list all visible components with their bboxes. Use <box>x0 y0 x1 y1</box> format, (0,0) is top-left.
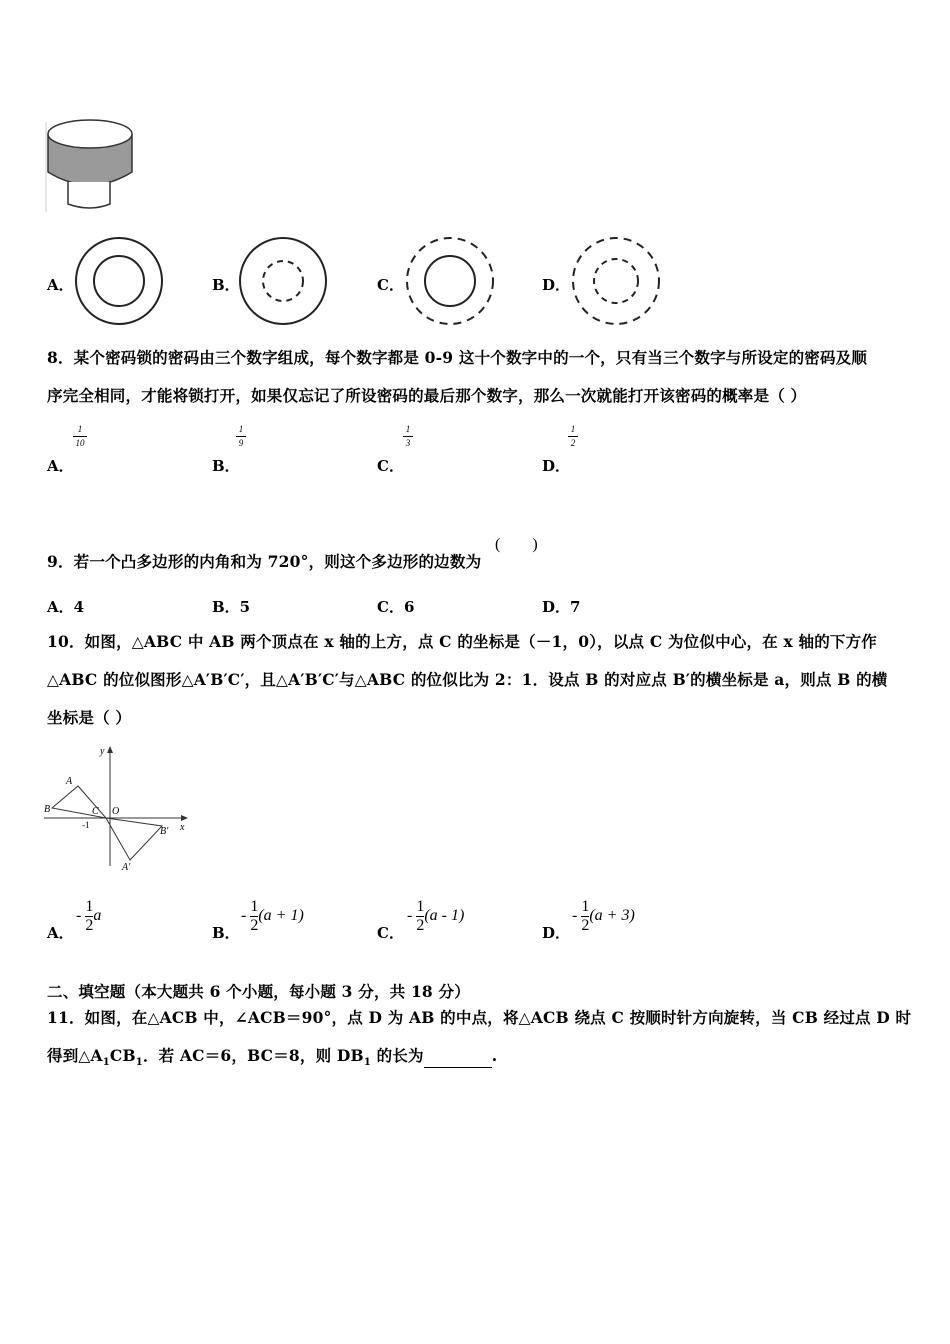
q7-option-c-figure <box>403 234 497 328</box>
q9-question: 9．若一个凸多边形的内角和为 720°，则这个多边形的边数为 <box>47 552 482 571</box>
q9-option-b: B．5 <box>212 598 251 616</box>
q10-option-a-label: A． <box>47 924 74 942</box>
q8-option-c-label: C． <box>377 457 404 475</box>
figure-label-o: O <box>112 806 120 817</box>
section-2-heading: 二、填空题（本大题共 6 个小题，每小题 3 分，共 18 分） <box>47 982 470 1001</box>
q7-option-b-figure <box>236 234 330 328</box>
figure-label-b-prime: B′ <box>160 826 169 837</box>
q10-option-b-label: B． <box>212 924 240 942</box>
figure-label-c: C <box>92 806 99 817</box>
q10-option-b-expression: - $\frac{1}{2}$ (a + 1) <box>241 898 304 934</box>
q8-option-d-fraction: 1 2 <box>568 424 578 449</box>
q11-line-2: 得到$\triangle A_1CB_1$．若 AC＝6，BC＝8，则 $DB_1$ 的长为 . <box>47 1046 498 1069</box>
figure-label-minus1: -1 <box>82 820 90 830</box>
q8-option-a-label: A． <box>47 457 74 475</box>
q10-option-d-expression: - $\frac{1}{2}$ (a + 3) <box>572 898 635 934</box>
q11-answer-blank[interactable] <box>424 1053 492 1068</box>
q8-option-b-label: B． <box>212 457 240 475</box>
q10-line-1: 10．如图，△ABC 中 AB 两个顶点在 x 轴的上方，点 C 的坐标是（－1，0），以点 C 为位似中心，在 x 轴的下方作 <box>47 632 878 651</box>
figure-x-label: x <box>180 822 185 833</box>
q8-option-c-fraction: 1 3 <box>403 424 413 449</box>
q10-option-c-label: C． <box>377 924 404 942</box>
q9-option-c: C．6 <box>377 598 415 616</box>
q10-line-3: 坐标是（ ） <box>47 708 132 727</box>
q7-option-a-label: A． <box>47 276 74 294</box>
q7-option-a-figure <box>72 234 166 328</box>
q8-option-b-fraction: 1 9 <box>236 424 246 449</box>
q9-option-d: D．7 <box>542 598 581 616</box>
q7-option-d-figure <box>569 234 663 328</box>
q8-line-1: 8．某个密码锁的密码由三个数字组成，每个数字都是 0-9 这十个数字中的一个，只有当三个数字与所设定的密码及顺 <box>47 348 868 367</box>
q7-option-b-label: B． <box>212 276 240 294</box>
q9-option-a: A．4 <box>47 598 85 616</box>
figure-label-b: B <box>44 804 51 815</box>
q10-option-a-expression: - $\frac{1}{2}$ a <box>76 898 102 934</box>
q7-option-d-label: D． <box>542 276 571 294</box>
q7-option-c-label: C． <box>377 276 404 294</box>
q9-answer-paren: ( ) <box>495 536 538 553</box>
q10-line-2: △ABC 的位似图形△A′B′C′，且△A′B′C′与△ABC 的位似比为 2：1．设点 B 的对应点 B′的横坐标是 a，则点 B 的横 <box>47 670 888 689</box>
q8-line-2: 序完全相同，才能将锁打开，如果仅忘记了所设密码的最后那个数字，那么一次就能打开该密码的概率是（ ） <box>47 386 807 405</box>
figure-y-label: y <box>100 746 105 757</box>
q10-option-d-label: D． <box>542 924 571 942</box>
q10-option-c-expression: - $\frac{1}{2}$ (a - 1) <box>407 898 465 934</box>
q11-line-1: 11．如图，在△ACB 中，∠ACB＝90°，点 D 为 AB 的中点，将△ACB 绕点 C 按顺时针方向旋转，当 CB 经过点 D 时 <box>47 1008 912 1027</box>
figure-label-a: A <box>66 776 73 787</box>
figure-label-a-prime: A′ <box>122 862 131 872</box>
q10-coordinate-figure <box>42 742 192 872</box>
q8-option-a-fraction: 1 10 <box>73 424 87 449</box>
solid-figure <box>44 112 136 214</box>
q8-option-d-label: D． <box>542 457 571 475</box>
